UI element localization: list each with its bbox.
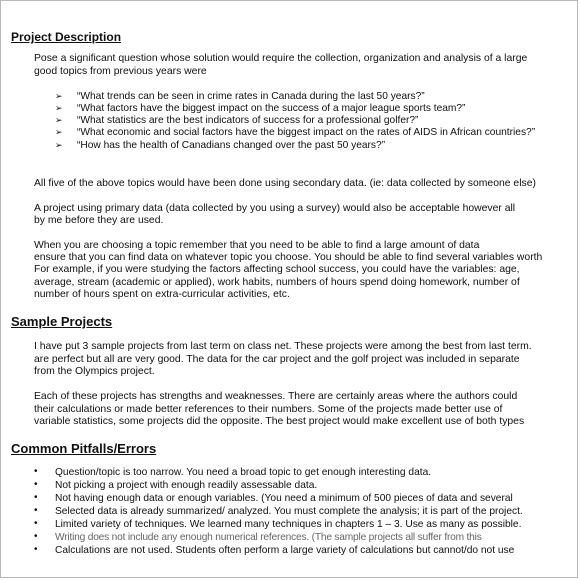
bullet-icon: • [34, 544, 38, 555]
list-item [55, 115, 63, 127]
heading-project-description: Project Description [11, 30, 122, 44]
sample-para2-line-2: their calculations or made better references to their numbers. Some of the projects made better use of [34, 404, 503, 415]
arrow-bullet-icon: ➢ [55, 140, 63, 150]
arrow-bullet-icon: ➢ [55, 127, 63, 137]
sample-para2-line-1: Each of these projects has strengths and weaknesses. There are certainly areas where the authors could [34, 391, 518, 402]
arrow-bullet-icon: ➢ [55, 91, 63, 101]
topic-note-line-3: For example, if you were studying the factors affecting school success, you could have the variables: age, [34, 264, 520, 275]
topic-note-line-5: number of hours spent on extra-curricular activities, etc. [34, 289, 290, 300]
sample-para1-line-1: I have put 3 sample projects from last term on class net. These projects were among the best from last term. [34, 341, 532, 352]
pitfall-1: Question/topic is too narrow. You need a broad topic to get enough interesting data. [55, 467, 432, 478]
topic-note-line-4: average, stream (academic or applied), work habits, numbers of hours spend doing homework, number of [34, 277, 520, 288]
bullet-icon: • [34, 518, 38, 529]
bullet-icon: • [34, 505, 38, 516]
bullet-icon: • [34, 531, 38, 542]
secondary-data-note: All five of the above topics would have been done using secondary data. (ie: data collected by someone else) [34, 178, 536, 189]
list-item [55, 103, 63, 115]
list-item [55, 91, 63, 103]
sample-para2-line-3: variable statistics, some projects did the opposite. The best project would make excellent use of both types [34, 416, 525, 427]
bullet-icon: • [34, 479, 38, 490]
intro-line-1: Pose a significant question whose solution would require the collection, organization and analysis of a large [34, 53, 528, 64]
pitfall-2: Not picking a project with enough readily assessable data. [55, 480, 318, 491]
heading-sample-projects: Sample Projects [11, 314, 113, 329]
pitfall-4: Selected data is already summarized/ analyzed. You must complete the analysis; it is part of the project. [55, 506, 523, 517]
sample-para1-line-2: are perfect but all are very good. The data for the car project and the golf project was included in separate [34, 354, 520, 365]
list-item [55, 127, 63, 139]
question-4: “What economic and social factors have the biggest impact on the rates of AIDS in African countries?” [77, 127, 536, 138]
intro-line-2: good topics from previous years were [34, 66, 207, 77]
arrow-bullet-icon: ➢ [55, 103, 63, 113]
pitfall-3: Not having enough data or enough variables. (You need a minimum of 500 pieces of data and several [55, 493, 513, 504]
sample-para1-line-3: from the Olympics project. [34, 366, 155, 377]
topic-note-line-1: When you are choosing a topic remember that you need to be able to find a large amount of data [34, 240, 480, 251]
question-1: “What trends can be seen in crime rates in Canada during the last 50 years?” [77, 91, 425, 102]
arrow-bullet-icon: ➢ [55, 115, 63, 125]
question-2: “What factors have the biggest impact on the success of a major league sports team?” [77, 103, 466, 114]
pitfall-7: Calculations are not used. Students often perform a large variety of calculations but cannot/do not use [55, 545, 515, 556]
primary-note-line-1: A project using primary data (data collected by you using a survey) would also be acceptable however all [34, 203, 516, 214]
primary-note-line-2: by me before they are used. [34, 215, 164, 226]
bullet-icon: • [34, 466, 38, 477]
heading-common-pitfalls: Common Pitfalls/Errors [11, 441, 157, 456]
question-5: “How has the health of Canadians changed over the past 50 years?” [77, 140, 386, 151]
topic-note-line-2: ensure that you can find data on whatever topic you choose. You should be able to find several variables worth [34, 252, 543, 263]
pitfall-5: Limited variety of techniques. We learned many techniques in chapters 1 – 3. Use as many as possible. [55, 519, 522, 530]
question-3: “What statistics are the best indicators of success for a professional golfer?” [77, 115, 419, 126]
bullet-icon: • [34, 492, 38, 503]
pitfall-6: Writing does not include any enough numerical references. (The sample projects all suffer from this [55, 532, 482, 543]
list-item [55, 140, 63, 152]
